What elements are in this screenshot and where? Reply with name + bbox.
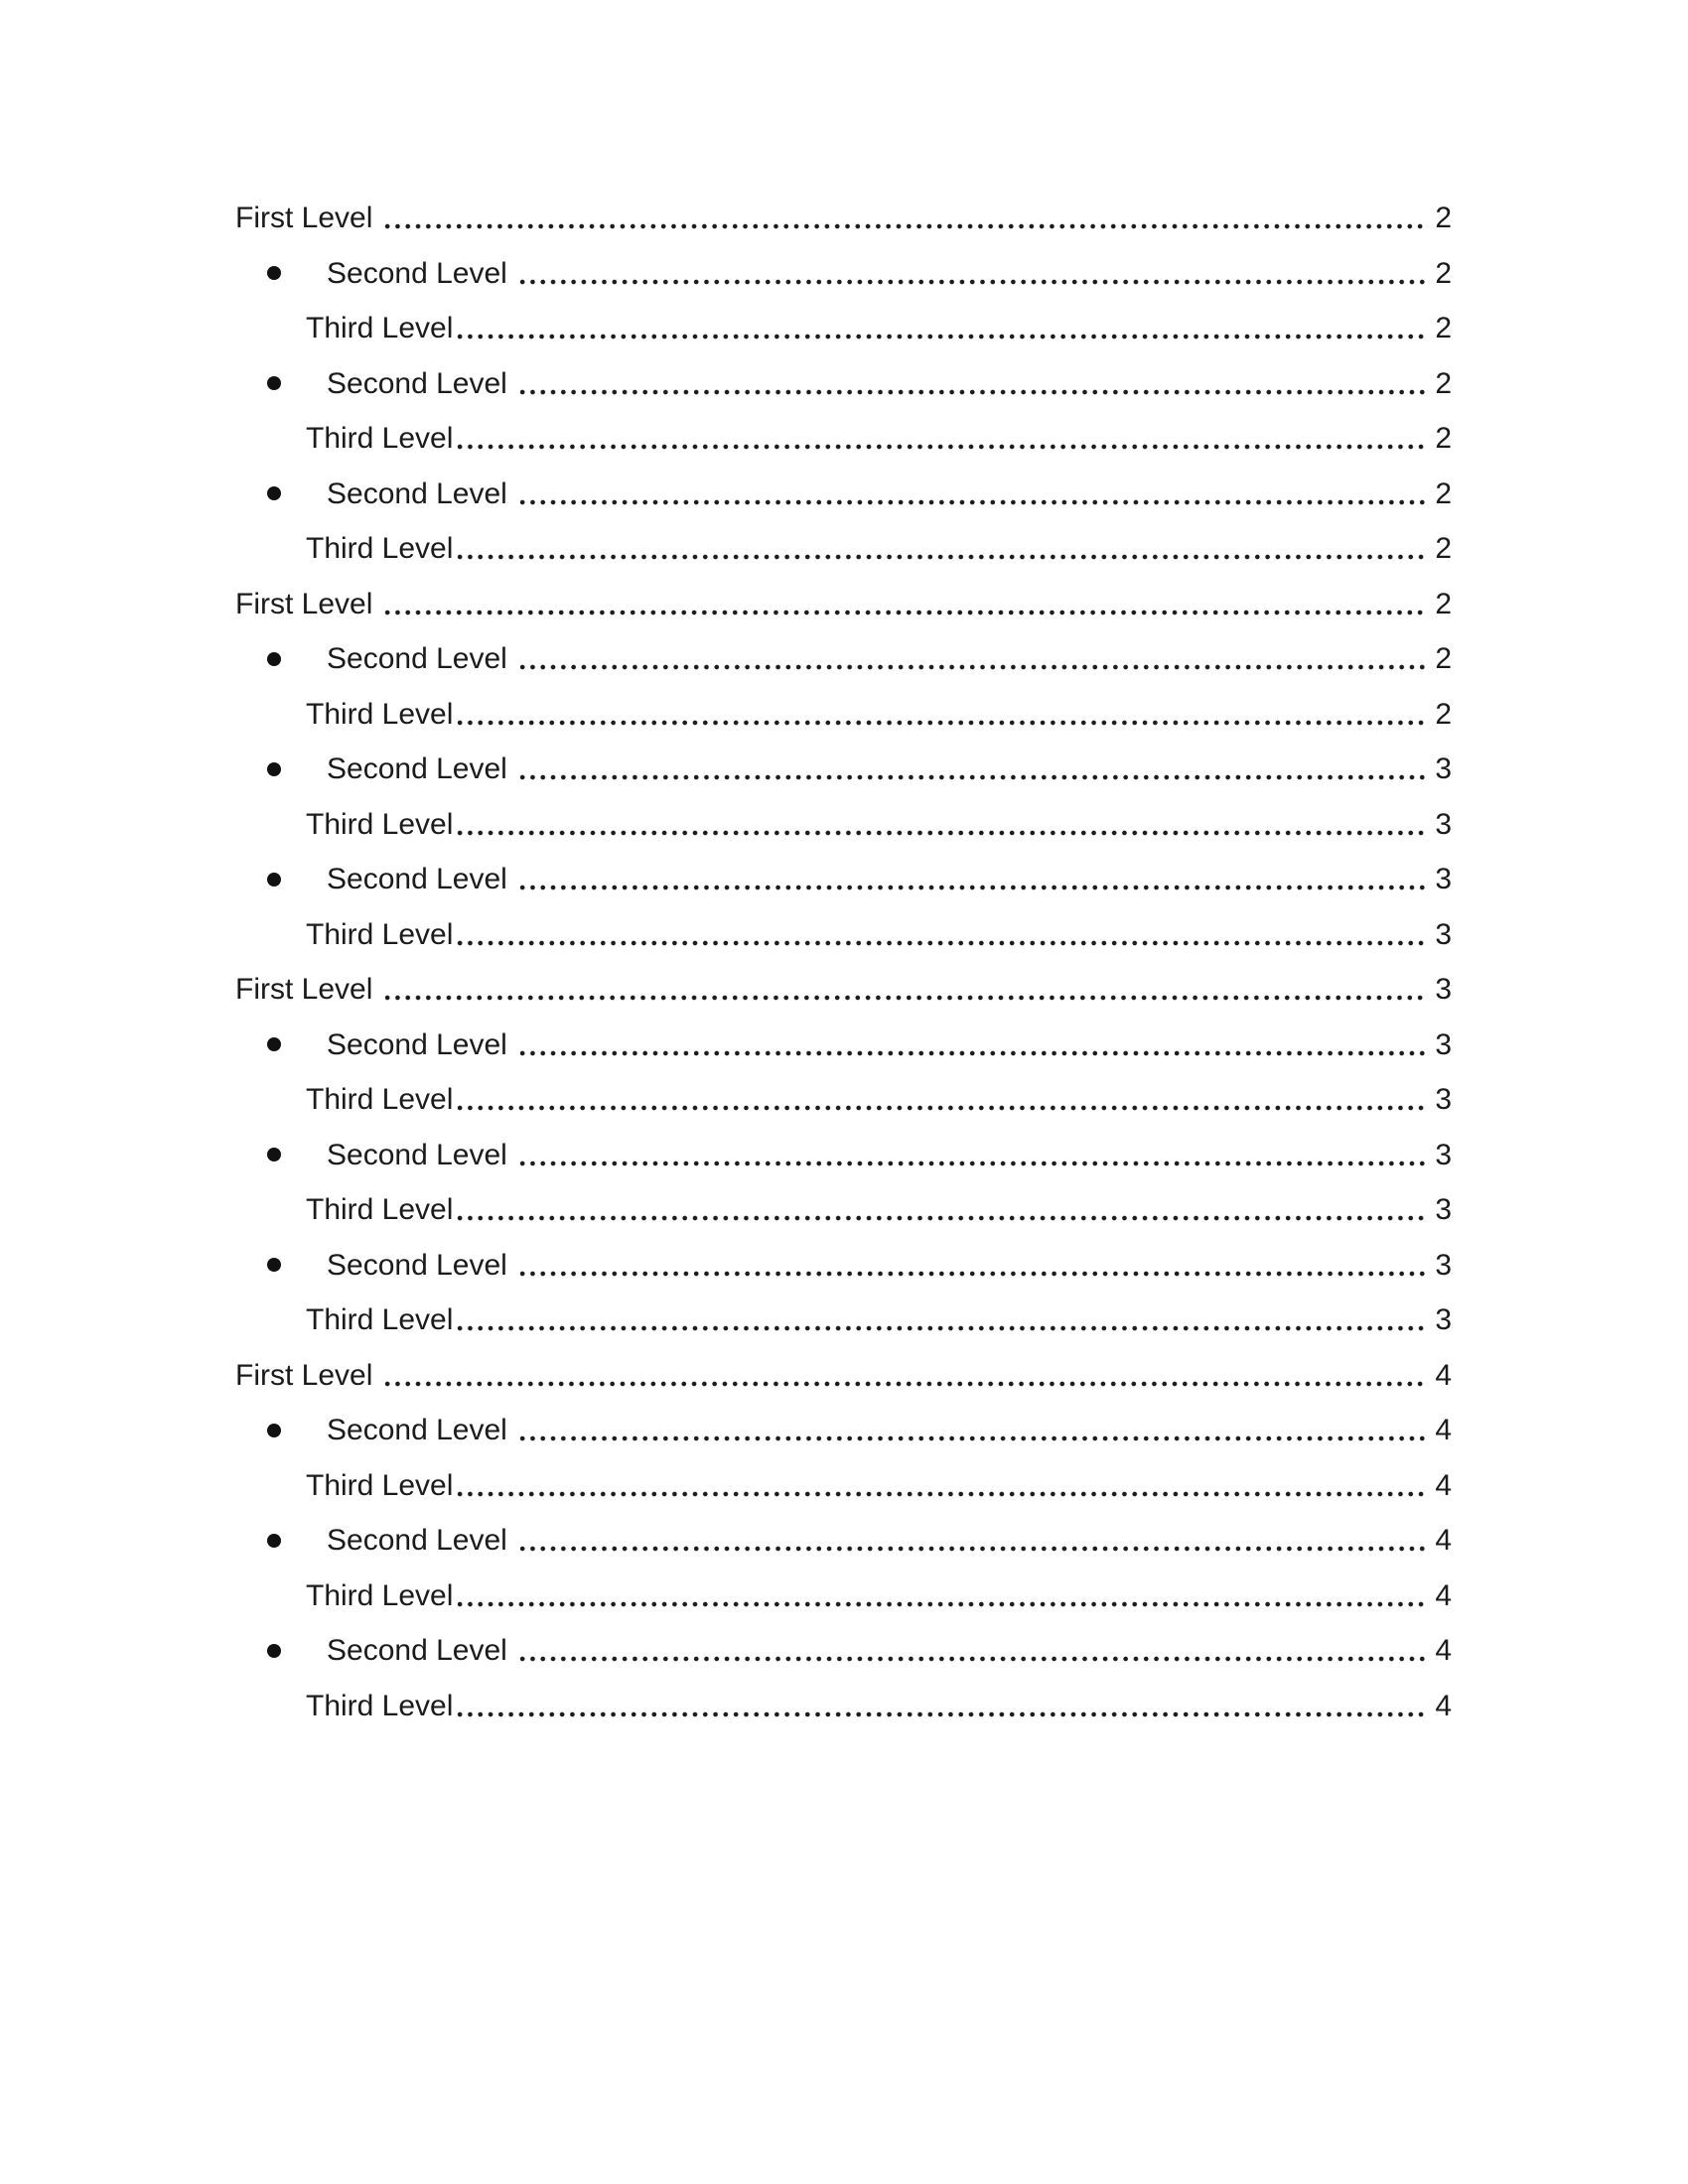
toc-entry-level-2[interactable] [0,467,1688,522]
toc-entry-label: Third Level [306,917,454,951]
label-leader-gap [507,1018,515,1073]
dot-leader [453,1679,1428,1734]
page-number: 2 [1435,312,1452,344]
page-number: 2 [1435,366,1452,400]
dot-leader [453,301,1428,356]
page-number: 2 [1435,477,1452,510]
dot-leader [453,521,1428,577]
page-number: 4 [1435,1358,1452,1392]
dot-leader [515,742,1429,797]
toc-entry-label: Second Level [327,1414,507,1446]
page-number: 3 [1435,807,1452,841]
toc-entry-label: First Level [235,587,373,620]
label-leader-gap [507,246,515,302]
toc-entry-level-1[interactable] [0,1348,1688,1404]
bullet-icon [267,1238,327,1294]
bullet-dot-icon [267,266,281,280]
toc-entry-level-1[interactable] [0,577,1688,632]
label-leader-gap [507,1623,515,1679]
bullet-icon [267,467,327,522]
page-number: 3 [1435,863,1452,895]
table-of-contents [0,191,1688,1733]
bullet-icon [267,1623,327,1679]
page-number: 3 [1435,1193,1452,1226]
dot-leader [453,1072,1428,1128]
toc-entry-label: Second Level [327,1634,507,1667]
toc-entry-level-2[interactable] [0,246,1688,302]
page-number: 2 [1435,256,1452,290]
label-leader-gap [507,467,515,522]
label-leader-gap [507,356,515,412]
toc-entry-label: Third Level [306,422,454,455]
dot-leader [515,1238,1429,1294]
dot-leader [515,1513,1429,1569]
dot-leader [515,356,1429,412]
page-number: 4 [1435,1524,1452,1557]
dot-leader [453,797,1428,853]
bullet-icon [267,742,327,797]
toc-entry-label: Third Level [306,1689,454,1722]
page-number: 2 [1435,587,1452,620]
label-leader-gap [507,631,515,687]
toc-entry-label: Third Level [306,1578,454,1612]
page-number: 3 [1435,1248,1452,1282]
bullet-dot-icon [267,1534,281,1548]
bullet-dot-icon [267,652,281,666]
dot-leader [380,1348,1428,1404]
toc-entry-level-1[interactable] [0,191,1688,246]
page-number: 4 [1435,1689,1452,1722]
bullet-dot-icon [267,1148,281,1161]
dot-leader [380,577,1428,632]
label-leader-gap [507,742,515,797]
toc-entry-level-2[interactable] [0,1018,1688,1073]
toc-entry-level-3[interactable] [0,687,1688,743]
page-number: 3 [1435,1303,1452,1336]
dot-leader [515,631,1429,687]
bullet-dot-icon [267,762,281,776]
toc-entry-level-1[interactable] [0,962,1688,1018]
bullet-dot-icon [267,1644,281,1658]
dot-leader [453,411,1428,467]
toc-entry-label: First Level [235,202,373,234]
bullet-icon [267,246,327,302]
label-leader-gap [507,1128,515,1183]
bullet-dot-icon [267,376,281,390]
bullet-dot-icon [267,1037,281,1051]
page-number: 2 [1435,642,1452,675]
toc-entry-level-2[interactable] [0,1403,1688,1458]
toc-entry-label: Third Level [306,1468,454,1502]
toc-entry-label: Second Level [327,863,507,895]
toc-entry-label: Second Level [327,752,507,785]
toc-entry-label: Second Level [327,1248,507,1282]
toc-entry-label: Third Level [306,532,454,565]
dot-leader [453,1569,1428,1624]
page-number: 3 [1435,973,1452,1006]
toc-entry-level-3[interactable] [0,411,1688,467]
label-leader-gap [372,577,380,632]
toc-entry-label: Third Level [306,1083,454,1116]
bullet-dot-icon [267,486,281,500]
dot-leader [453,1182,1428,1238]
label-leader-gap [507,1513,515,1569]
toc-entry-label: Third Level [306,807,454,841]
bullet-icon [267,631,327,687]
page-number: 2 [1435,422,1452,455]
toc-entry-label: Second Level [327,642,507,675]
bullet-icon [267,1018,327,1073]
toc-entry-label: First Level [235,1358,373,1392]
toc-entry-label: Third Level [306,1193,454,1226]
page-number: 4 [1435,1578,1452,1612]
dot-leader [515,1018,1429,1073]
dot-leader [453,907,1428,963]
toc-entry-label: Second Level [327,1524,507,1557]
toc-entry-label: Second Level [327,366,507,400]
page-number: 3 [1435,1138,1452,1171]
toc-entry-level-2[interactable] [0,1513,1688,1569]
toc-entry-level-3[interactable] [0,797,1688,853]
dot-leader [515,467,1429,522]
toc-entry-level-2[interactable] [0,631,1688,687]
toc-entry-level-2[interactable] [0,1128,1688,1183]
toc-entry-level-2[interactable] [0,742,1688,797]
label-leader-gap [507,852,515,907]
label-leader-gap [507,1238,515,1294]
page-number: 4 [1435,1634,1452,1667]
toc-entry-level-3[interactable] [0,1072,1688,1128]
toc-entry-label: Second Level [327,1027,507,1061]
toc-entry-level-3[interactable] [0,1182,1688,1238]
dot-leader [515,1128,1429,1183]
bullet-icon [267,1513,327,1569]
page-number: 4 [1435,1414,1452,1446]
page-number: 3 [1435,917,1452,951]
page-number: 2 [1435,697,1452,731]
toc-entry-level-3[interactable] [0,1293,1688,1348]
toc-entry-level-3[interactable] [0,301,1688,356]
toc-entry-label: Third Level [306,312,454,344]
page-number: 2 [1435,532,1452,565]
bullet-dot-icon [267,1258,281,1272]
toc-entry-level-2[interactable] [0,356,1688,412]
bullet-icon [267,1403,327,1458]
toc-entry-level-3[interactable] [0,907,1688,963]
toc-entry-level-3[interactable] [0,521,1688,577]
toc-entry-label: Third Level [306,697,454,731]
page-number: 2 [1435,202,1452,234]
toc-entry-level-2[interactable] [0,1623,1688,1679]
toc-entry-level-3[interactable] [0,1458,1688,1514]
label-leader-gap [372,191,380,246]
toc-entry-label: Second Level [327,477,507,510]
dot-leader [515,246,1429,302]
label-leader-gap [372,1348,380,1404]
toc-entry-label: Third Level [306,1303,454,1336]
dot-leader [453,687,1428,743]
dot-leader [453,1458,1428,1514]
toc-entry-level-2[interactable] [0,852,1688,907]
label-leader-gap [372,962,380,1018]
toc-entry-label: First Level [235,973,373,1006]
bullet-dot-icon [267,1424,281,1437]
page-number: 3 [1435,752,1452,785]
toc-entry-level-3[interactable] [0,1569,1688,1624]
toc-entry-level-2[interactable] [0,1238,1688,1294]
dot-leader [515,1623,1429,1679]
page-number: 3 [1435,1083,1452,1116]
toc-entry-label: Second Level [327,1138,507,1171]
dot-leader [515,1403,1429,1458]
toc-entry-label: Second Level [327,256,507,290]
dot-leader [515,852,1429,907]
dot-leader [453,1293,1428,1348]
bullet-icon [267,852,327,907]
bullet-dot-icon [267,873,281,887]
toc-entry-level-3[interactable] [0,1679,1688,1734]
label-leader-gap [507,1403,515,1458]
bullet-icon [267,356,327,412]
dot-leader [380,962,1428,1018]
page-number: 3 [1435,1027,1452,1061]
bullet-icon [267,1128,327,1183]
dot-leader [380,191,1428,246]
page-number: 4 [1435,1468,1452,1502]
